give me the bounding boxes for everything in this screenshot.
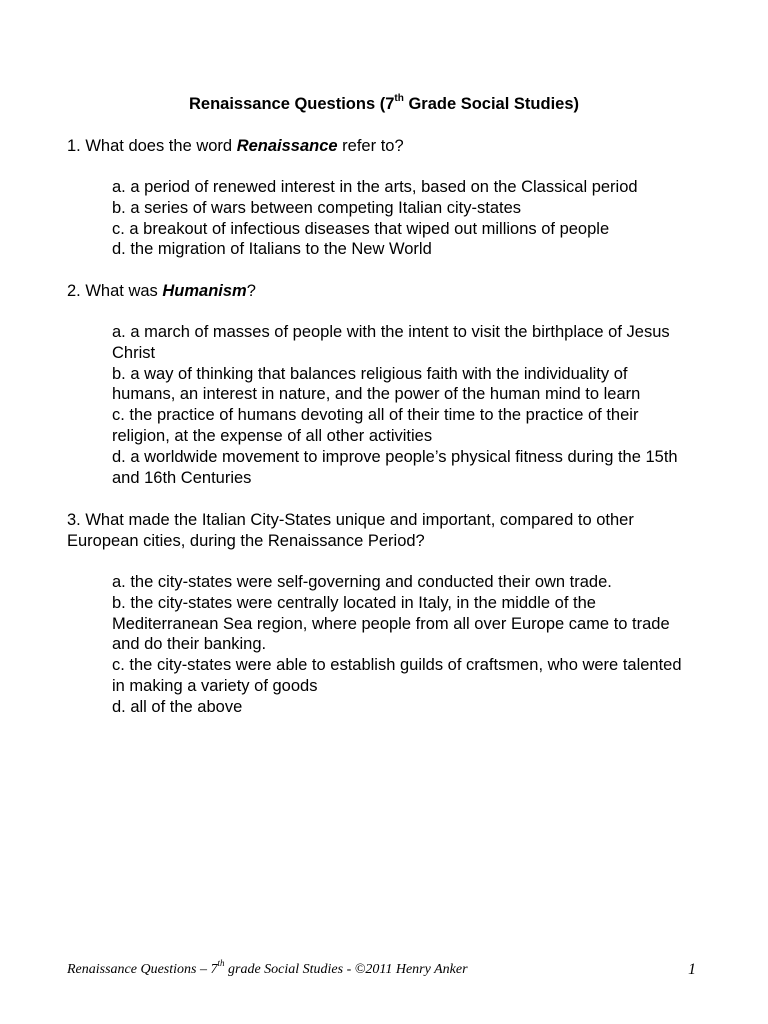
question-3 — [67, 510, 687, 552]
question-3-prefix: 3. What made the Italian City-States unique and important, compared to other European cities, during the Renaissance Period? — [67, 511, 634, 550]
choice-3b: b. the city-states were centrally located in Italy, in the middle of the Mediterranean Sea region, where people from all over Europe came to trade and do their banking. — [112, 593, 670, 654]
choice-1d: d. the migration of Italians to the New World — [112, 240, 432, 259]
footer-text-start: Renaissance Questions – 7 — [67, 962, 218, 977]
page-number: 1 — [688, 961, 696, 978]
choice-2b: b. a way of thinking that balances religious faith with the individuality of humans, an interest in nature, and the power of the human mind to learn — [112, 364, 641, 404]
choice-2c: c. the practice of humans devoting all of their time to the practice of their religion, at the expense of all other activities — [112, 406, 639, 445]
title-text-end: Grade Social Studies) — [403, 95, 579, 113]
choice-2d: d. a worldwide movement to improve people’s physical fitness during the 15th and 16th Centuries — [112, 447, 678, 487]
question-2 — [67, 281, 687, 302]
page-title — [0, 92, 768, 116]
question-2-choices — [112, 322, 692, 488]
question-2-suffix: ? — [246, 282, 256, 300]
page-footer — [67, 960, 707, 980]
question-1-prefix: 1. What does the word — [67, 137, 237, 155]
question-1-suffix: refer to? — [337, 137, 404, 155]
footer-superscript: th — [217, 958, 225, 969]
title-superscript: th — [394, 92, 404, 104]
question-3-choices — [112, 572, 692, 718]
choice-1b: b. a series of wars between competing Italian city-states — [112, 198, 522, 217]
choice-3d: d. all of the above — [112, 697, 243, 716]
question-2-prefix: 2. What was — [67, 282, 163, 300]
question-2-term: Humanism — [162, 282, 247, 300]
choice-1c: c. a breakout of infectious diseases that wiped out millions of people — [112, 219, 610, 238]
question-1 — [67, 136, 687, 157]
choice-2a: a. a march of masses of people with the intent to visit the birthplace of Jesus Christ — [112, 323, 670, 362]
title-text-start: Renaissance Questions (7 — [188, 95, 395, 113]
choice-1a: a. a period of renewed interest in the arts, based on the Classical period — [112, 178, 638, 196]
choice-3a: a. the city-states were self-governing and conducted their own trade. — [112, 573, 612, 591]
question-1-choices — [112, 177, 692, 260]
footer-text-end: grade Social Studies - ©2011 Henry Anker — [224, 962, 468, 977]
question-1-term: Renaissance — [236, 137, 338, 155]
choice-3c: c. the city-states were able to establish guilds of craftsmen, who were talented in making a variety of goods — [112, 656, 682, 695]
